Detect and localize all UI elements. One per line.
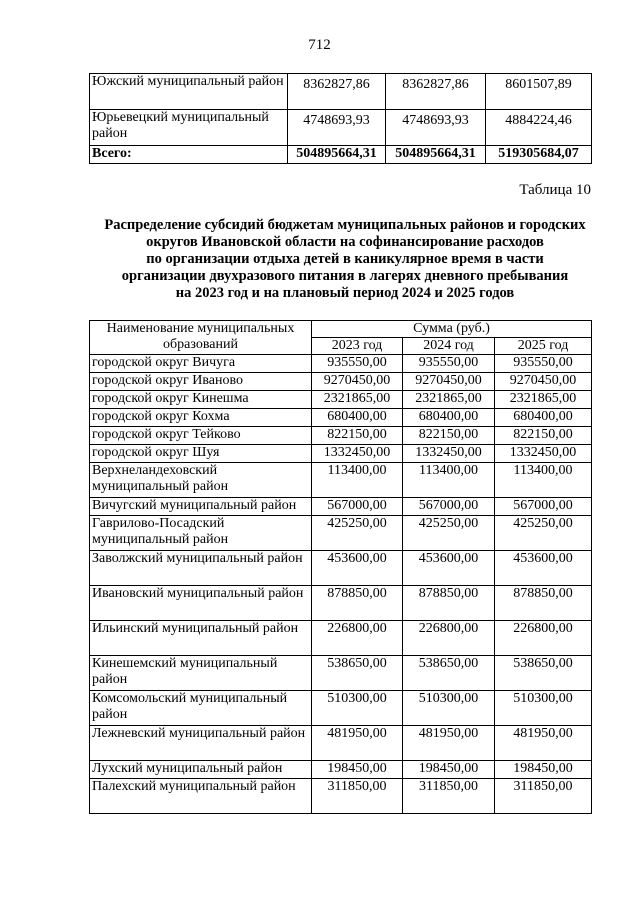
table-row [90,516,592,551]
value-2024: 935550,00 [403,355,495,373]
value-2025: 311850,00 [495,779,592,814]
value-2025: 8601507,89 [486,74,592,110]
value-2024: 311850,00 [403,779,495,814]
total-2023: 504895664,31 [288,146,386,164]
table-caption: Таблица 10 [519,182,591,198]
table-row [90,726,592,761]
table-row [90,779,592,814]
value-2024: 2321865,00 [403,391,495,409]
row-name: Лухский муниципальный район [90,761,312,779]
total-row [90,146,592,164]
value-2023: 822150,00 [312,427,403,445]
value-2023: 481950,00 [312,726,403,761]
header-name: Наименование муниципальных образований [90,321,312,355]
row-name: городской округ Иваново [90,373,312,391]
subsidy-table [89,320,592,814]
header-sum: Сумма (руб.) [312,321,592,338]
value-2023: 453600,00 [312,551,403,586]
value-2024: 113400,00 [403,463,495,498]
value-2025: 510300,00 [495,691,592,726]
value-2023: 4748693,93 [288,110,386,146]
row-name: городской округ Кинешма [90,391,312,409]
table-row [90,391,592,409]
value-2023: 9270450,00 [312,373,403,391]
value-2023: 510300,00 [312,691,403,726]
value-2024: 878850,00 [403,586,495,621]
table-heading [80,217,610,302]
row-name: городской округ Шуя [90,445,312,463]
value-2025: 2321865,00 [495,391,592,409]
table-body [90,355,592,814]
table-row [90,586,592,621]
table-row [90,691,592,726]
table-row [90,373,592,391]
value-2025: 680400,00 [495,409,592,427]
table-row [90,110,592,146]
table-row [90,463,592,498]
row-name: Южский муниципальный район [90,74,288,110]
row-name: Комсомольский муниципальный район [90,691,312,726]
value-2024: 226800,00 [403,621,495,656]
value-2025: 453600,00 [495,551,592,586]
value-2023: 311850,00 [312,779,403,814]
value-2023: 538650,00 [312,656,403,691]
value-2024: 8362827,86 [386,74,486,110]
header-year-2025: 2025 год [495,338,592,355]
value-2023: 680400,00 [312,409,403,427]
value-2024: 198450,00 [403,761,495,779]
table-row [90,409,592,427]
table-row [90,761,592,779]
table-row [90,551,592,586]
header-year-2023: 2023 год [312,338,403,355]
value-2024: 510300,00 [403,691,495,726]
row-name: городской округ Вичуга [90,355,312,373]
row-name: Ивановский муниципальный район [90,586,312,621]
row-name: Палехский муниципальный район [90,779,312,814]
row-name: Верхнеландеховский муниципальный район [90,463,312,498]
row-name: Ильинский муниципальный район [90,621,312,656]
value-2025: 9270450,00 [495,373,592,391]
heading-line: округов Ивановской области на софинансирование расходов [146,234,544,250]
total-2025: 519305684,07 [486,146,592,164]
value-2025: 822150,00 [495,427,592,445]
value-2023: 8362827,86 [288,74,386,110]
value-2024: 9270450,00 [403,373,495,391]
row-name: городской округ Тейково [90,427,312,445]
table-row [90,74,592,110]
value-2025: 538650,00 [495,656,592,691]
table-row [90,355,592,373]
value-2025: 113400,00 [495,463,592,498]
value-2025: 226800,00 [495,621,592,656]
table-row [90,427,592,445]
value-2023: 1332450,00 [312,445,403,463]
value-2025: 425250,00 [495,516,592,551]
total-label: Всего: [90,146,288,164]
heading-line: организации двухразового питания в лагерях дневного пребывания [121,268,569,284]
value-2023: 425250,00 [312,516,403,551]
value-2024: 567000,00 [403,498,495,516]
value-2024: 453600,00 [403,551,495,586]
table-row [90,445,592,463]
value-2023: 2321865,00 [312,391,403,409]
heading-line: по организации отдыха детей в каникулярное время в части [146,251,544,267]
row-name: Вичугский муниципальный район [90,498,312,516]
continued-table [89,73,592,164]
value-2024: 1332450,00 [403,445,495,463]
value-2023: 226800,00 [312,621,403,656]
heading-line: на 2023 год и на плановый период 2024 и 2025 годов [175,285,515,301]
value-2023: 567000,00 [312,498,403,516]
table-row [90,656,592,691]
row-name: Гаврилово-Посадский муниципальный район [90,516,312,551]
table-row [90,621,592,656]
value-2023: 878850,00 [312,586,403,621]
row-name: Лежневский муниципальный район [90,726,312,761]
value-2025: 935550,00 [495,355,592,373]
row-name: Кинешемский муниципальный район [90,656,312,691]
row-name: Заволжский муниципальный район [90,551,312,586]
value-2025: 878850,00 [495,586,592,621]
value-2025: 4884224,46 [486,110,592,146]
value-2023: 198450,00 [312,761,403,779]
value-2024: 425250,00 [403,516,495,551]
header-year-2024: 2024 год [403,338,495,355]
value-2025: 481950,00 [495,726,592,761]
table-row [90,498,592,516]
header-row [90,321,592,338]
page-number: 712 [308,37,331,53]
value-2023: 935550,00 [312,355,403,373]
row-name: городской округ Кохма [90,409,312,427]
value-2024: 680400,00 [403,409,495,427]
value-2024: 4748693,93 [386,110,486,146]
value-2025: 567000,00 [495,498,592,516]
heading-line: Распределение субсидий бюджетам муниципальных районов и городских [104,217,586,233]
total-2024: 504895664,31 [386,146,486,164]
value-2023: 113400,00 [312,463,403,498]
value-2024: 538650,00 [403,656,495,691]
value-2025: 1332450,00 [495,445,592,463]
value-2024: 822150,00 [403,427,495,445]
row-name: Юрьевецкий муниципальный район [90,110,288,146]
value-2025: 198450,00 [495,761,592,779]
value-2024: 481950,00 [403,726,495,761]
